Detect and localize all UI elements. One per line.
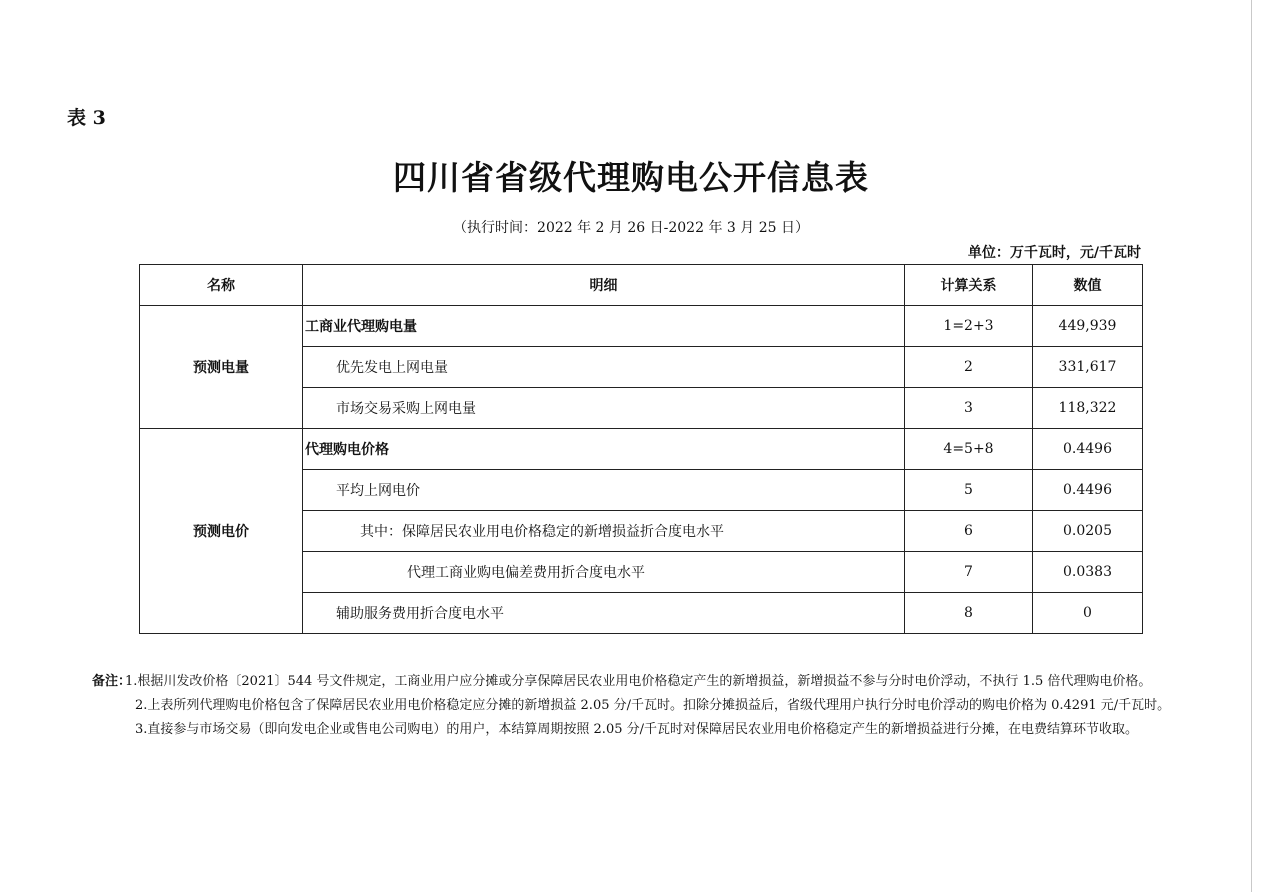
row-detail: 工商业代理购电量 <box>303 306 905 347</box>
note-text: 3.直接参与市场交易（即向发电企业或售电公司购电）的用户，本结算周期按照 2.05 分/千瓦时对保障居民农业用电价格稳定产生的新增损益进行分摊，在电费结算环节收取。 <box>135 722 1138 737</box>
table-number: 表 3 <box>67 107 106 129</box>
row-relation: 8 <box>905 593 1033 634</box>
notes-block <box>92 670 1170 742</box>
row-detail: 代理购电价格 <box>303 429 905 470</box>
group-forecast-price: 预测电价 <box>140 429 303 634</box>
table-row <box>140 306 1143 347</box>
group-forecast-volume: 预测电量 <box>140 306 303 429</box>
row-relation: 6 <box>905 511 1033 552</box>
row-detail: 代理工商业购电偏差费用折合度电水平 <box>303 552 905 593</box>
note-text: 1.根据川发改价格〔2021〕544 号文件规定，工商业用户应分摊或分享保障居民农业用电价格稳定产生的新增损益，新增损益不参与分时电价浮动，不执行 1.5 倍代理购电价格。 <box>125 674 1152 689</box>
note-text: 2.上表所列代理购电价格包含了保障居民农业用电价格稳定应分摊的新增损益 2.05 分/千瓦时。扣除分摊损益后，省级代理用户执行分时电价浮动的购电价格为 0.4291 元/千瓦时。 <box>135 698 1171 713</box>
execution-period: （执行时间：2022 年 2 月 26 日-2022 年 3 月 25 日） <box>453 220 809 236</box>
table-header-row <box>140 265 1143 306</box>
row-relation: 4=5+8 <box>905 429 1033 470</box>
row-relation: 1=2+3 <box>905 306 1033 347</box>
row-detail: 其中：保障居民农业用电价格稳定的新增损益折合度电水平 <box>303 511 905 552</box>
table-row <box>140 429 1143 470</box>
row-value: 449,939 <box>1033 306 1143 347</box>
row-value: 0.0383 <box>1033 552 1143 593</box>
row-detail: 辅助服务费用折合度电水平 <box>303 593 905 634</box>
note-item <box>92 694 1170 718</box>
row-value: 0.0205 <box>1033 511 1143 552</box>
unit-label: 单位：万千瓦时，元/千瓦时 <box>967 245 1141 261</box>
header-name: 名称 <box>140 265 303 306</box>
row-relation: 2 <box>905 347 1033 388</box>
row-value: 0.4496 <box>1033 429 1143 470</box>
row-value: 331,617 <box>1033 347 1143 388</box>
header-value: 数值 <box>1033 265 1143 306</box>
header-detail: 明细 <box>303 265 905 306</box>
info-table <box>139 264 1143 634</box>
row-value: 118,322 <box>1033 388 1143 429</box>
row-detail: 平均上网电价 <box>303 470 905 511</box>
note-item <box>92 718 1170 742</box>
notes-label: 备注： <box>92 674 132 689</box>
row-relation: 7 <box>905 552 1033 593</box>
page-title: 四川省省级代理购电公开信息表 <box>393 158 869 197</box>
row-detail: 市场交易采购上网电量 <box>303 388 905 429</box>
row-detail: 优先发电上网电量 <box>303 347 905 388</box>
row-relation: 5 <box>905 470 1033 511</box>
note-item <box>92 670 1170 694</box>
row-value: 0.4496 <box>1033 470 1143 511</box>
header-relation: 计算关系 <box>905 265 1033 306</box>
row-value: 0 <box>1033 593 1143 634</box>
page-edge-line <box>1251 0 1252 892</box>
row-relation: 3 <box>905 388 1033 429</box>
